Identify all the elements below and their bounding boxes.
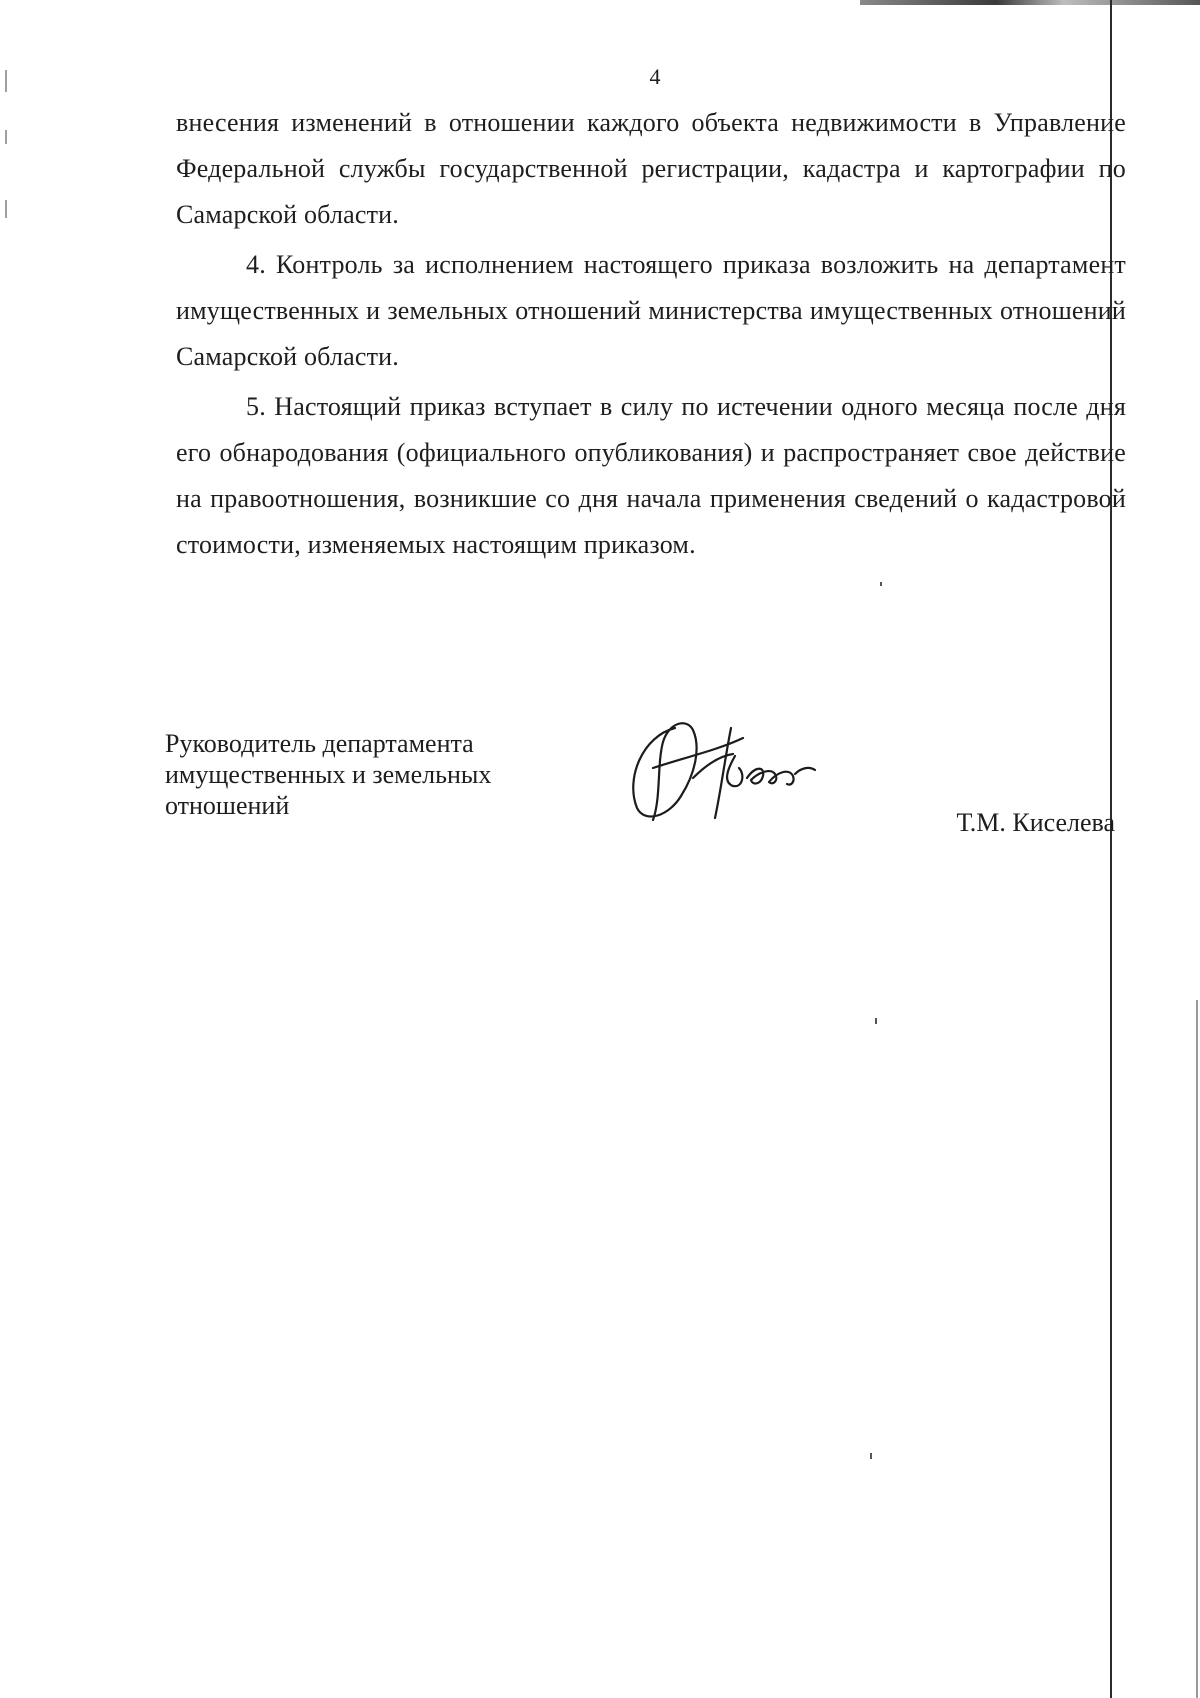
scan-artifact-left-tick xyxy=(5,200,7,218)
signature-block xyxy=(165,728,1115,868)
signatory-position xyxy=(165,728,545,821)
signatory-name: Т.М. Киселева xyxy=(956,808,1115,837)
scan-speck xyxy=(875,1018,877,1024)
signatory-position-line: отношений xyxy=(165,791,290,820)
paragraph-continuation: внесения изменений в отношении каждого объекта недвижимости в Управление Федеральной службы государственной регистрации, кадастра и картографии по Самарской области. xyxy=(176,108,1126,229)
signatory-position-line: имущественных и земельных xyxy=(165,760,492,789)
page-number: 4 xyxy=(649,64,661,89)
scan-speck xyxy=(870,1453,872,1459)
scan-artifact-right-edge-lower xyxy=(1196,1000,1198,1698)
document-body xyxy=(176,100,1126,572)
paragraph-item-4: 4. Контроль за исполнением настоящего приказа возложить на департамент имущественных и земельных отношений министерства имущественных отношений Самарской области. xyxy=(176,250,1126,371)
paragraph-item-5: 5. Настоящий приказ вступает в силу по истечении одного месяца после дня его обнародования (официального опубликования) и распространяет свое действие на правоотношения, возникшие со дня начала применения сведений о кадастровой стоимости, изменяемых настоящим приказом. xyxy=(176,392,1126,559)
scan-speck xyxy=(880,582,882,586)
handwritten-signature xyxy=(623,708,833,828)
scan-artifact-left-tick xyxy=(5,130,7,144)
scan-artifact-top xyxy=(860,0,1200,5)
signatory-position-line: Руководитель департамента xyxy=(165,729,474,758)
